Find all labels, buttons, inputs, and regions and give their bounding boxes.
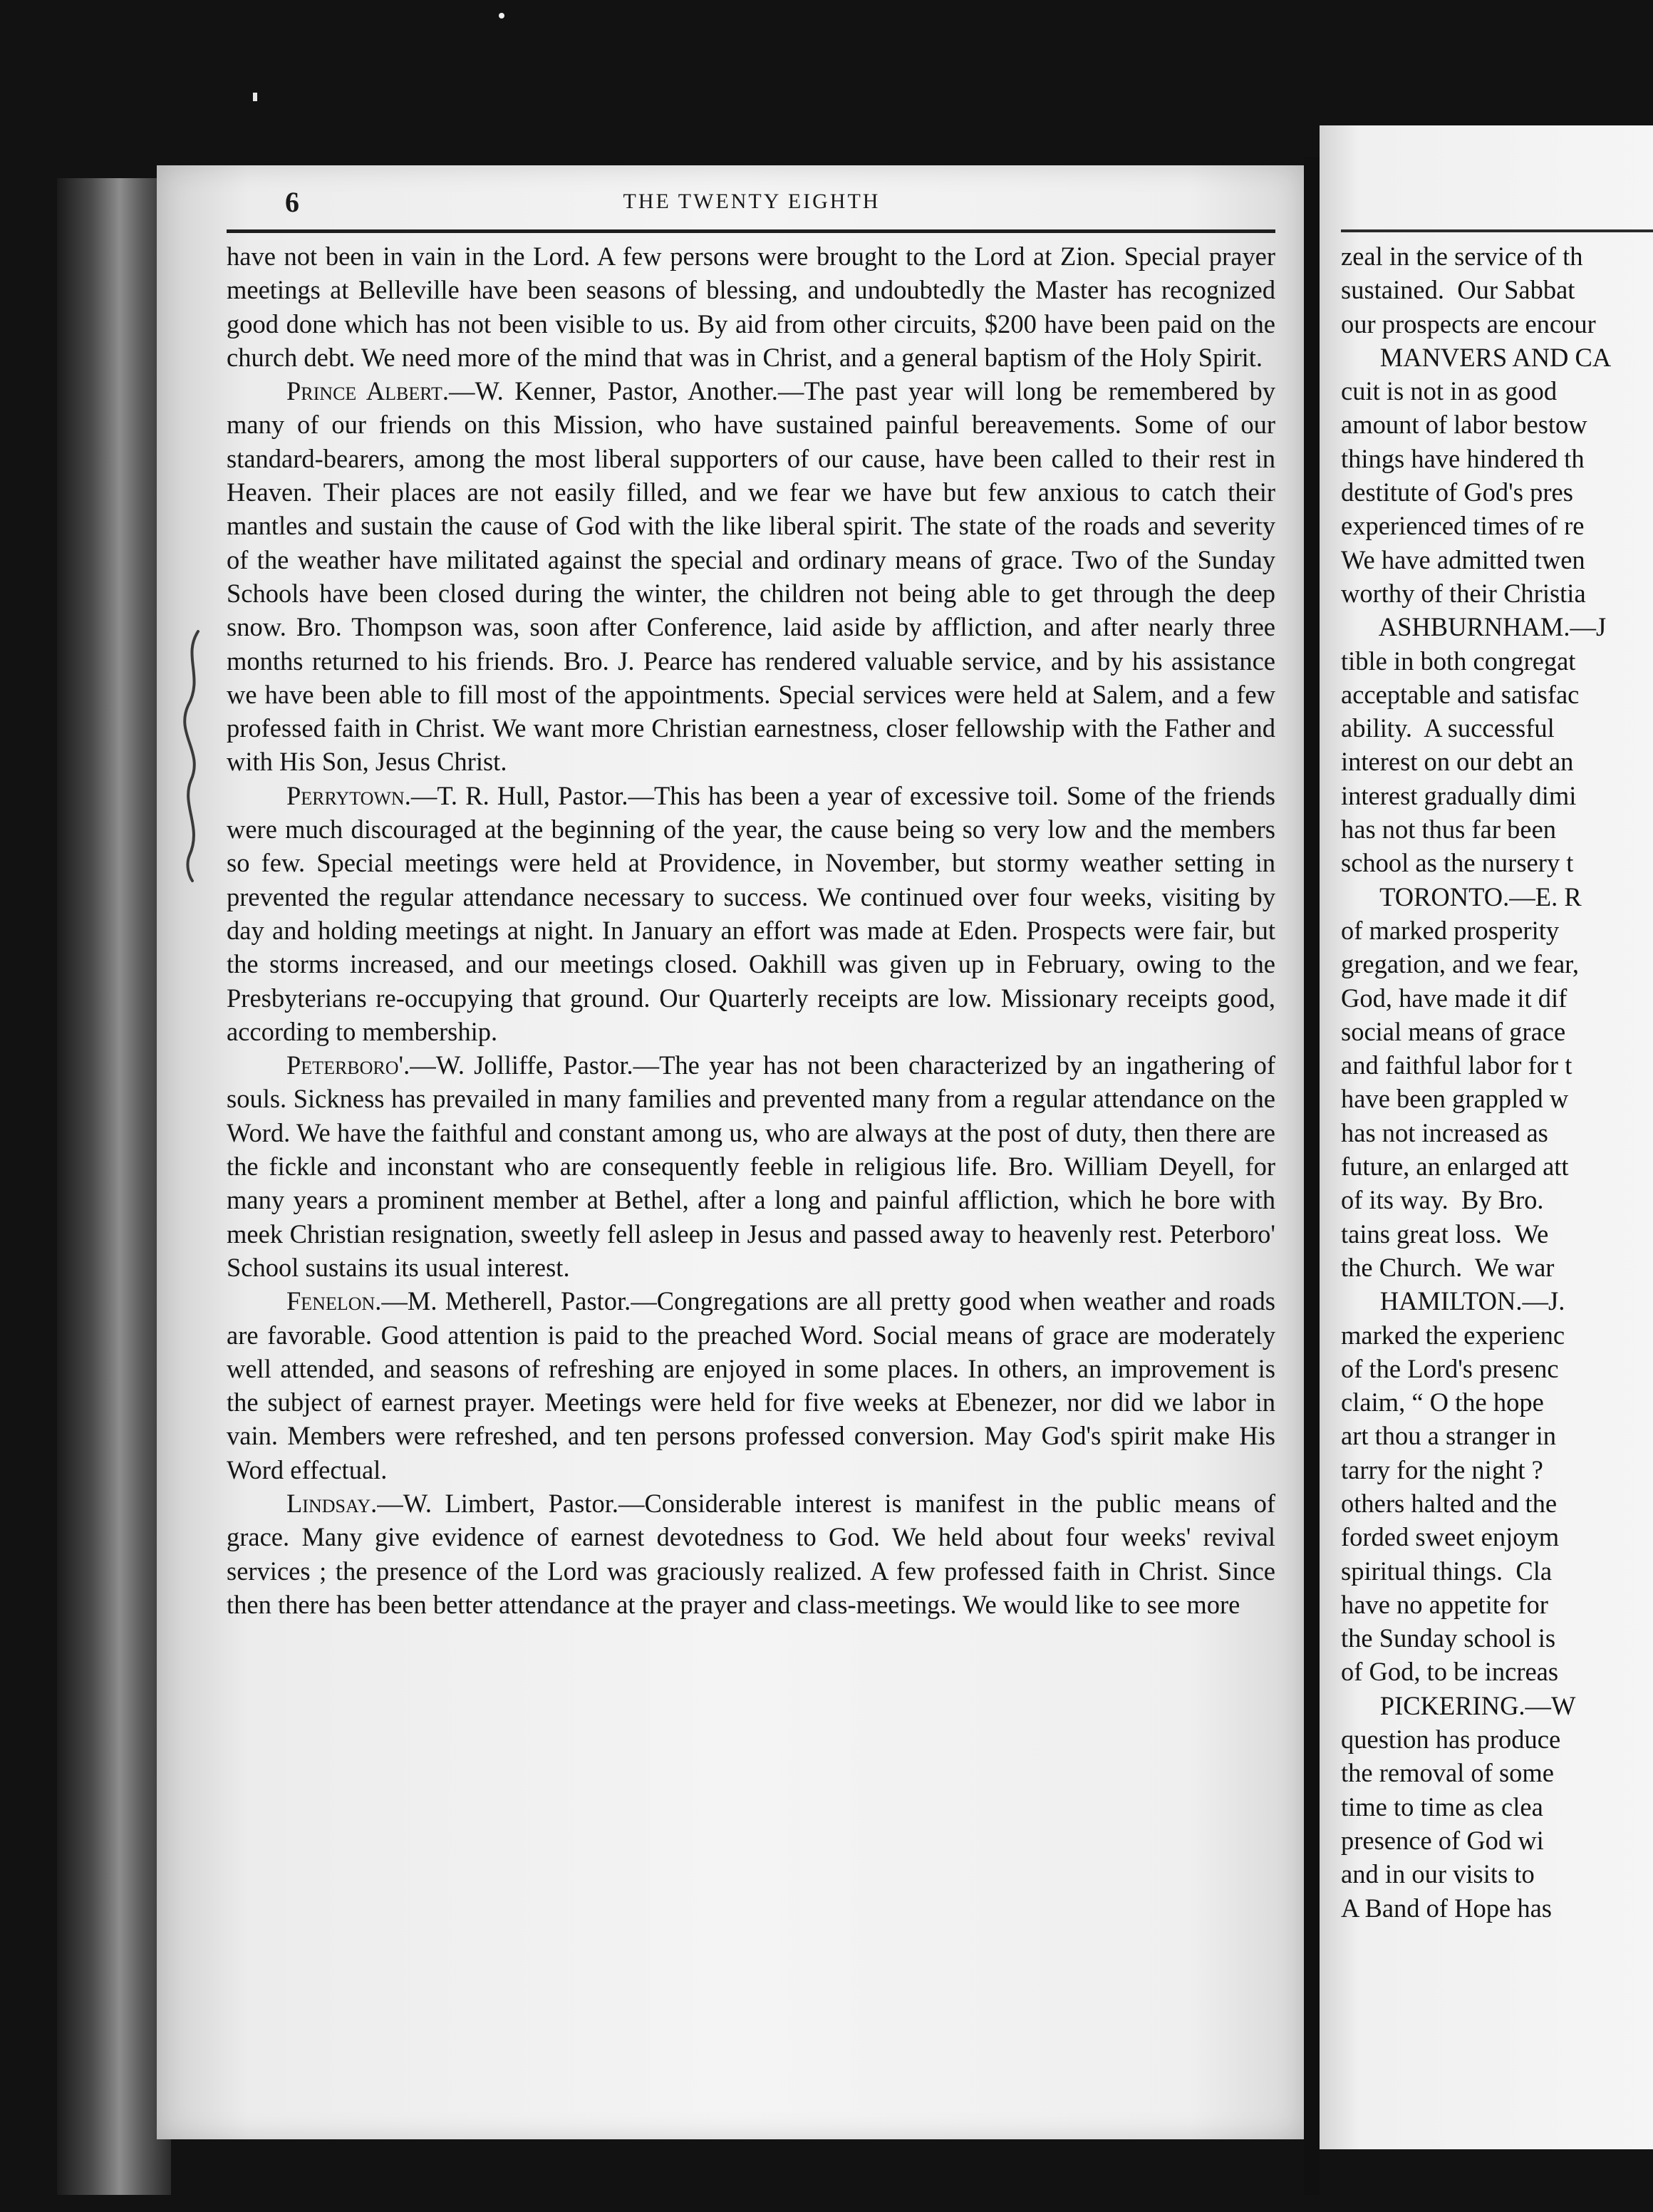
right-page-line: We have admitted twen [1341,544,1585,574]
dust-speck [499,13,504,19]
right-page-text [1341,239,1653,1925]
paragraph-text: —M. Metherell, Pastor.—Congregations are all pretty good when weather and roads are favorable. Good attention is paid to the preached Word. Social means of grace are moderately well attended, and seasons of refreshing are enjoyed in some places. In others, an improvement is the subject of earnest prayer. Meetings were held for five weeks at Ebenezer, nor did we labor in vain. Members were refreshed, and ten persons professed conversion. May God's spirit make His Word effectual. [227,1286,1275,1484]
right-page-line: tarry for the night ? [1341,1454,1543,1484]
right-page-line: future, an enlarged att [1341,1152,1569,1182]
right-page-line: and faithful labor for t [1341,1050,1572,1080]
right-page-line: of its way. By Bro. [1341,1185,1544,1215]
right-page-line: God, have made it dif [1341,983,1568,1013]
paragraph [227,1048,1275,1284]
right-page-line: social means of grace [1341,1016,1566,1046]
right-page-line: the Sunday school is [1341,1623,1556,1653]
right-page-line: ability. A successful [1341,713,1555,743]
paragraph-text: —W. Jolliffe, Pastor.—The year has not been characterized by an ingathering of souls. Sickness has prevailed in many families and prevented many from a regular attendance on the Word. We have the faithful and constant among us, who are always at the post of duty, then there are the fickle and inconstant who are consequently feeble in religious life. Bro. William Deyell, for many years a prominent member at Bethel, after a long and painful affliction, which he bore with meek Christian resignation, sweetly fell asleep in Jesus and passed away to heavenly rest. Peterboro' School sustains its usual interest. [227,1050,1275,1282]
page-number: 6 [285,186,299,218]
right-page-line: ASHBURNHAM.—J [1341,612,1607,642]
right-page-line: others halted and the [1341,1488,1558,1518]
right-page-line: have been grappled w [1341,1084,1569,1114]
right-page-line: experienced times of re [1341,511,1585,541]
right-page-line: presence of God wi [1341,1825,1544,1855]
right-page-line: the removal of some [1341,1758,1555,1788]
right-page-line: question has produce [1341,1725,1561,1754]
book-gutter [1304,157,1320,2195]
right-page-line: claim, “ O the hope [1341,1387,1544,1417]
right-page-line: amount of labor bestow [1341,410,1587,440]
right-page-line: HAMILTON.—J. [1341,1286,1565,1316]
paragraph-heading: Prince Albert. [286,376,450,406]
right-page-header-rule [1341,229,1653,232]
right-page-line: marked the experienc [1341,1320,1565,1350]
right-page-line: tible in both congregat [1341,646,1576,676]
dust-speck [253,93,257,101]
right-page-line: PICKERING.—W [1341,1690,1576,1720]
paragraph [227,239,1275,374]
paragraph-text: —W. Kenner, Pastor, Another.—The past year will long be remembered by many of our friends on this Mission, who have sustained painful bereavements. Some of our standard-bearers, among the most liberal supporters of our cause, have been called to their rest in Heaven. Their places are not easily filled, and we fear we have but few anxious to catch their mantles and sustain the cause of God with the like liberal spirit. The state of the roads and severity of the weather have militated against the special and ordinary means of grace. Two of the Sunday Schools have been closed during the winter, the children not being able to get through the deep snow. Bro. Thompson was, soon after Conference, laid aside by affliction, and after nearly three months returned to his friends. Bro. J. Pearce has rendered valuable service, and by his assistance we have been able to fill most of the appointments. Special services were held at Salem, and a few professed faith in Christ. We want more Christian earnestness, closer fellowship with the Father and with His Son, Jesus Christ. [227,376,1275,777]
paragraph [227,1487,1275,1621]
paragraph-text: —T. R. Hull, Pastor.—This has been a year of excessive toil. Some of the friends were much discouraged at the beginning of the year, the cause being so very low and the members so few. Special meetings were held at Providence, in November, but stormy weather setting in prevented the regular attendance necessary to success. We continued over four weeks, visiting by day and holding meetings at night. In January an effort was made at Eden. Prospects were fair, but the storms increased, and our meetings closed. Oakhill was given up in February, owing to the Presbyterians re-occupying that ground. Our Quarterly receipts are low. Missionary receipts good, according to membership. [227,780,1275,1046]
article-body [227,239,1275,1621]
paragraph-text: —W. Limbert, Pastor.—Considerable interest is manifest in the public means of grace. Many give evidence of earnest devotedness to God. We held about four weeks' revival services ; the presence of the Lord was graciously realized. A few professed faith in Christ. Since then there has been better attendance at the prayer and class-meetings. We would like to see more [227,1488,1275,1619]
paragraph-heading: Peterboro'. [286,1050,410,1080]
right-page-line: art thou a stranger in [1341,1421,1557,1451]
right-page-line: spiritual things. Cla [1341,1556,1553,1586]
right-page-line: gregation, and we fear, [1341,949,1579,979]
right-page-line: acceptable and satisfac [1341,679,1580,709]
right-page-line: A Band of Hope has [1341,1893,1553,1923]
margin-squiggle-mark [175,627,211,884]
paragraph-text: have not been in vain in the Lord. A few persons were brought to the Lord at Zion. Special prayer meetings at Belleville have been seasons of blessing, and undoubtedly the Master has recognized good done which has not been visible to us. By aid from other circuits, $200 have been paid on the church debt. We need more of the mind that was in Christ, and a general baptism of the Holy Spirit. [227,242,1275,372]
right-page-line: forded sweet enjoym [1341,1522,1560,1552]
right-page-line: zeal in the service of th [1341,242,1583,271]
right-page-line: has not increased as [1341,1117,1548,1147]
right-page-line: tains great loss. We [1341,1219,1549,1249]
right-page-line: has not thus far been [1341,815,1557,844]
paragraph [227,1284,1275,1487]
right-page-line: school as the nursery t [1341,848,1574,878]
right-page-line: of marked prosperity [1341,915,1560,945]
paragraph [227,779,1275,1048]
paragraph [227,374,1275,779]
right-page-line: and in our visits to [1341,1859,1535,1889]
right-page-line: of the Lord's presenc [1341,1353,1559,1383]
right-page-line: worthy of their Christia [1341,578,1586,608]
right-page-line: time to time as clea [1341,1792,1543,1821]
paragraph-heading: Fenelon. [286,1286,382,1316]
page-header [221,185,1282,228]
right-page-line: of God, to be increas [1341,1657,1559,1687]
right-page-line: MANVERS AND CA [1341,342,1612,372]
header-rule [227,229,1275,233]
right-page-line: cuit is not in as good [1341,376,1558,406]
right-page-line: have no appetite for [1341,1589,1548,1619]
running-head: THE TWENTY EIGHTH [623,190,881,213]
right-page-line: TORONTO.—E. R [1341,882,1582,911]
right-page-line: things have hindered th [1341,443,1585,473]
right-page-line: destitute of God's pres [1341,477,1573,507]
right-page-line: the Church. We war [1341,1252,1555,1282]
paragraph-heading: Perrytown. [286,780,411,810]
paragraph-heading: Lindsay. [286,1488,378,1518]
right-page-line: interest on our debt an [1341,747,1574,777]
right-page-line: sustained. Our Sabbat [1341,275,1575,305]
right-page-line: interest gradually dimi [1341,780,1577,810]
right-page-line: our prospects are encour [1341,309,1596,338]
book-page-edges [57,178,171,2195]
